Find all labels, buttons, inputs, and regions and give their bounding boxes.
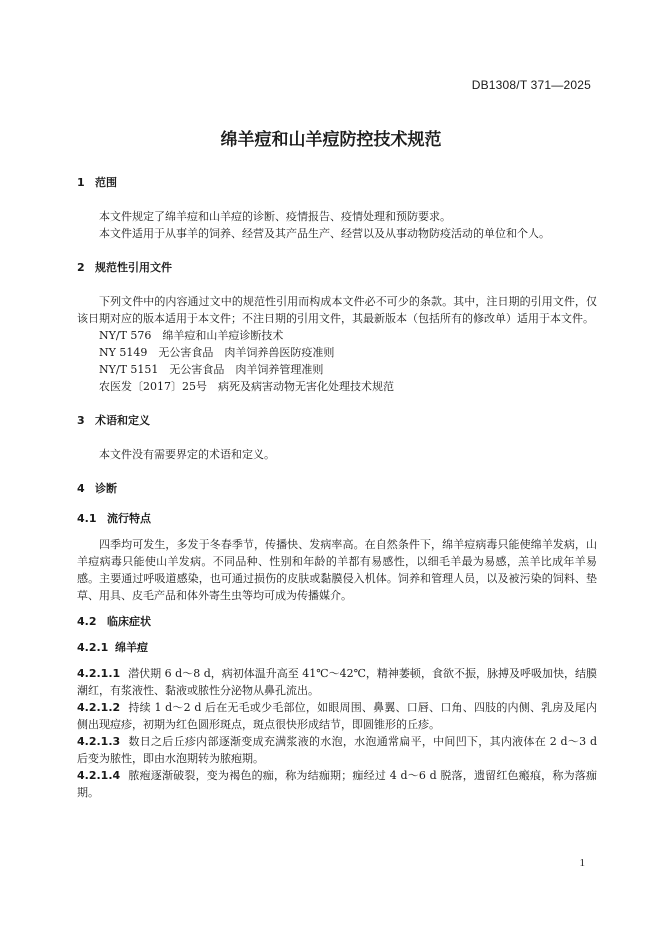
standard-number: DB1308/T 371—2025 (471, 78, 591, 92)
clause-text: 数日之后丘疹内部逐渐变成充满浆液的水泡，水泡通常扁平，中间凹下，其内液体在 2 d～3 d 后变为脓性，即由水泡期转为脓疱期。 (77, 735, 597, 765)
paragraph: 本文件适用于从事羊的饲养、经营及其产品生产、经营以及从事动物防疫活动的单位和个人。 (99, 227, 550, 240)
subsection-title: 流行特点 (107, 512, 151, 525)
page-number: 1 (579, 857, 585, 869)
section-heading-normative-references (77, 259, 597, 276)
subsubsection-heading-sheep-pox (77, 639, 597, 656)
section-number: 3 (77, 414, 85, 427)
section-heading-scope (77, 174, 597, 191)
clause-paragraph (77, 699, 597, 733)
paragraph: 本文件没有需要界定的术语和定义。 (99, 448, 275, 461)
clause-text: 脓疱逐渐破裂，变为褐色的痂，称为结痂期；痂经过 4 d～6 d 脱落，遗留红色瘢痕，称为落痂期。 (77, 769, 597, 799)
clause-number: 4.2.1.4 (77, 769, 121, 782)
clause-number: 4.2.1.2 (77, 701, 121, 714)
subsection-title: 临床症状 (107, 615, 151, 628)
clause-paragraph (77, 767, 597, 801)
subsection-heading-clinical-signs (77, 613, 597, 630)
subsubsection-title: 绵羊痘 (115, 641, 148, 654)
reference-item: NY/T 576 绵羊痘和山羊痘诊断技术 (99, 329, 284, 342)
clause-number: 4.2.1.1 (77, 667, 121, 680)
section-heading-terms (77, 412, 597, 429)
paragraph: 本文件规定了绵羊痘和山羊痘的诊断、疫情报告、疫情处理和预防要求。 (99, 210, 451, 223)
clause-text: 潜伏期 6 d～8 d，病初体温升高至 41℃～42℃，精神萎顿，食欲不振，脉搏及呼吸加快，结膜潮红，有浆液性、黏液或脓性分泌物从鼻孔流出。 (77, 667, 597, 697)
clause-number: 4.2.1.3 (77, 735, 121, 748)
clause-paragraph (77, 665, 597, 699)
paragraph: 下列文件中的内容通过文中的规范性引用而构成本文件必不可少的条款。其中，注日期的引用文件，仅该日期对应的版本适用于本文件；不注日期的引用文件，其最新版本（包括所有的修改单）适用于本文件。 (77, 295, 597, 325)
subsection-heading-epidemiology (77, 510, 597, 527)
subsection-number: 4.2 (77, 615, 97, 628)
clause-paragraph (77, 733, 597, 767)
paragraph: 四季均可发生，多发于冬春季节，传播快、发病率高。在自然条件下，绵羊痘病毒只能使绵羊发病，山羊痘病毒只能使山羊发病。不同品种、性别和年龄的羊都有易感性，以细毛羊最为易感，羔羊比成年羊易感。主要通过呼吸道感染，也可通过损伤的皮肤或黏膜侵入机体。饲养和管理人员，以及被污染的饲料、垫草、用具、皮毛产品和体外寄生虫等均可成为传播媒介。 (77, 538, 597, 602)
subsubsection-number: 4.2.1 (77, 641, 109, 654)
section-heading-diagnosis (77, 480, 597, 497)
section-title: 诊断 (95, 482, 117, 495)
section-title: 范围 (95, 176, 117, 189)
section-title: 术语和定义 (95, 414, 150, 427)
clause-text: 持续 1 d～2 d 后在无毛或少毛部位，如眼周围、鼻翼、口唇、口角、四肢的内侧、乳房及尾内侧出现痘疹，初期为红色圆形斑点，斑点很快形成结节，即圆锥形的丘疹。 (77, 701, 597, 731)
document-title: 绵羊痘和山羊痘防控技术规范 (220, 130, 442, 150)
section-number: 2 (77, 261, 85, 274)
subsection-number: 4.1 (77, 512, 97, 525)
document-body (77, 174, 597, 801)
section-number: 4 (77, 482, 85, 495)
reference-item: NY 5149 无公害食品 肉羊饲养兽医防疫准则 (99, 346, 335, 359)
reference-item: NY/T 5151 无公害食品 肉羊饲养管理准则 (99, 363, 324, 376)
reference-item: 农医发〔2017〕25号 病死及病害动物无害化处理技术规范 (99, 380, 394, 393)
section-number: 1 (77, 176, 85, 189)
section-title: 规范性引用文件 (95, 261, 172, 274)
